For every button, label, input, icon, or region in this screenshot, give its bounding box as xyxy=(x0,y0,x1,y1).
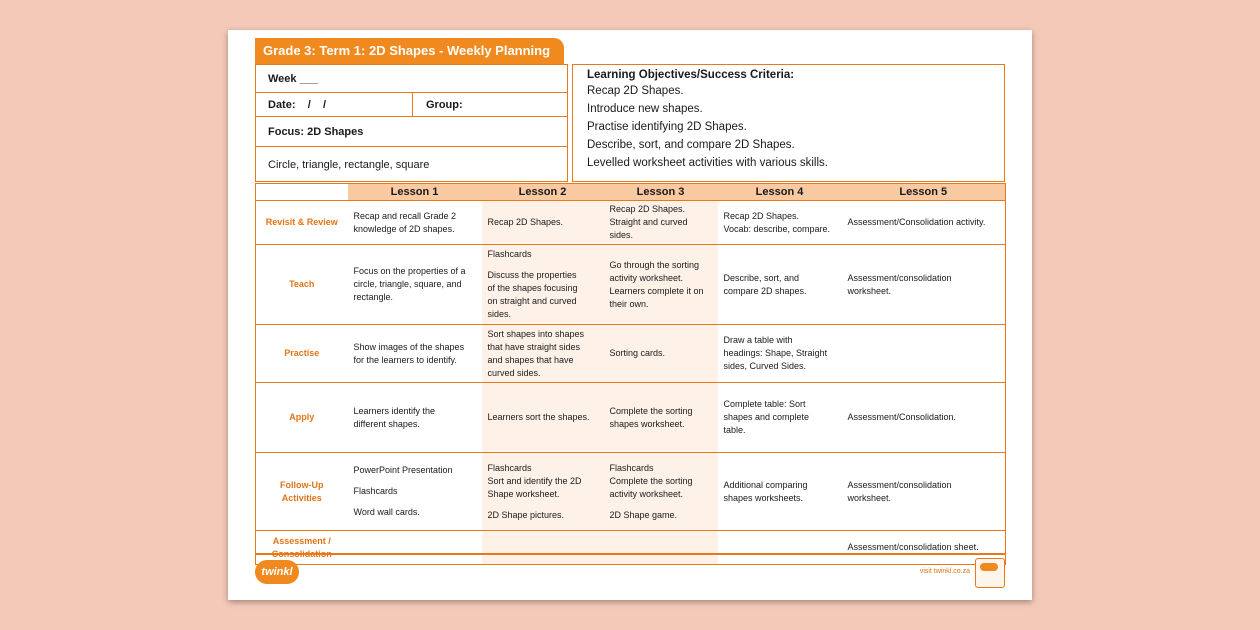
cell-text-line: sides, Curved Sides. xyxy=(723,361,807,371)
cell-text-line: Draw a table with xyxy=(723,335,793,345)
header-info-box xyxy=(255,64,568,182)
cell-text-line: table. xyxy=(723,425,746,435)
cell-text-line: Complete table: Sort xyxy=(723,399,806,409)
cell-text-line: sides. xyxy=(609,230,634,240)
cell-text-line: Describe, sort, and xyxy=(723,272,800,283)
row-label-line: Follow-Up xyxy=(280,479,324,490)
cell-text-line: circle, triangle, square, and xyxy=(353,279,462,289)
cell-text-line: Flashcards xyxy=(487,462,532,473)
cell-text-line: Additional comparing xyxy=(723,479,808,490)
lesson-cell xyxy=(718,201,842,245)
lesson-cell xyxy=(348,383,482,453)
group-label: Group: xyxy=(426,98,463,111)
table-header-row xyxy=(256,184,1006,201)
lesson-cell xyxy=(842,201,1006,245)
cell-text-line: Go through the sorting xyxy=(609,259,700,270)
cell-text-line: Sort shapes into shapes xyxy=(487,328,585,339)
lesson-cell xyxy=(604,201,718,245)
shapes-row xyxy=(256,147,567,183)
cell-text-line: Complete the sorting xyxy=(609,405,693,416)
cell-text-line: Show images of the shapes xyxy=(353,341,465,352)
row-label-line: Consolidation xyxy=(271,548,332,559)
lesson-cell xyxy=(718,453,842,531)
cell-text-line: for the learners to identify. xyxy=(353,354,457,365)
cell-text-line: rectangle. xyxy=(353,292,394,302)
lesson-header: Lesson 3 xyxy=(604,184,718,201)
table-row xyxy=(256,325,1006,383)
cell-text-line: Complete the sorting xyxy=(609,475,693,486)
table-row xyxy=(256,453,1006,531)
table-row xyxy=(256,201,1006,245)
visit-link-text: visit twinkl.co.za xyxy=(919,568,970,575)
planning-sheet xyxy=(228,30,1032,600)
cell-text-line: sides. xyxy=(487,309,512,319)
row-label-line: Revisit & Review xyxy=(265,217,338,227)
cell-text-line: shapes and complete xyxy=(723,412,810,422)
lesson-cell xyxy=(604,245,718,325)
lesson-cell xyxy=(348,325,482,383)
objective-item: Practise identifying 2D Shapes. xyxy=(587,121,747,133)
row-label xyxy=(256,383,348,453)
lesson-cell xyxy=(482,325,604,383)
lesson-cell xyxy=(482,383,604,453)
objectives-box xyxy=(572,64,1005,182)
objective-item: Introduce new shapes. xyxy=(587,103,703,115)
cell-text-line: Discuss the properties xyxy=(487,270,577,280)
lesson-cell xyxy=(718,325,842,383)
lesson-cell xyxy=(842,245,1006,325)
cell-text-line: Flashcards xyxy=(609,462,654,473)
cell-text-line: shapes worksheet. xyxy=(609,418,685,429)
table-corner-cell xyxy=(256,184,348,201)
lesson-cell xyxy=(482,531,604,565)
cell-text-line: Assessment/consolidation xyxy=(847,272,952,283)
focus-row xyxy=(256,117,567,147)
cell-text-line: compare 2D shapes. xyxy=(723,285,807,296)
date-label: Date: / / xyxy=(268,98,327,111)
lesson-plan-table xyxy=(255,183,1006,565)
cell-text-line: and shapes that have xyxy=(487,354,574,365)
cell-text-line: Sorting cards. xyxy=(609,348,666,358)
row-label-line: Teach xyxy=(289,279,315,289)
lesson-header: Lesson 1 xyxy=(348,184,482,201)
objective-item: Describe, sort, and compare 2D Shapes. xyxy=(587,139,795,151)
table-row xyxy=(256,531,1006,565)
lesson-header: Lesson 5 xyxy=(842,184,1006,201)
cell-text-line: Recap 2D Shapes. xyxy=(723,210,800,221)
quality-badge-icon xyxy=(975,558,1005,588)
lesson-cell xyxy=(348,531,482,565)
week-label: Week ___ xyxy=(268,72,318,85)
cell-text-line: activity worksheet. xyxy=(609,488,684,499)
footer-divider xyxy=(255,553,1005,555)
lesson-cell xyxy=(718,531,842,565)
row-label xyxy=(256,453,348,531)
lesson-cell xyxy=(348,453,482,531)
cell-text-line: Word wall cards. xyxy=(353,507,420,517)
cell-text-line: Recap 2D Shapes. xyxy=(487,217,564,227)
lesson-cell xyxy=(604,531,718,565)
cell-text-line: worksheet. xyxy=(847,492,892,503)
lesson-cell xyxy=(604,325,718,383)
cell-text-line: Learners complete it on xyxy=(609,285,704,296)
cell-text-line: Focus on the properties of a xyxy=(353,266,466,276)
cell-text-line: headings: Shape, Straight xyxy=(723,348,828,358)
lesson-cell xyxy=(718,383,842,453)
lesson-cell xyxy=(348,245,482,325)
lesson-cell xyxy=(482,245,604,325)
cell-text-line: Learners identify the xyxy=(353,405,436,416)
cell-text-line: 2D Shape pictures. xyxy=(487,509,565,520)
cell-text-line: shapes worksheets. xyxy=(723,492,804,503)
cell-text-line: Sort and identify the 2D xyxy=(487,475,582,486)
cell-text-line: Assessment/consolidation xyxy=(847,479,952,490)
row-label-line: Apply xyxy=(289,412,315,422)
objective-item: Recap 2D Shapes. xyxy=(587,85,684,97)
cell-text-line: of the shapes focusing xyxy=(487,283,578,293)
row-label xyxy=(256,245,348,325)
cell-gap xyxy=(354,477,476,485)
cell-text-line: that have straight sides xyxy=(487,341,581,352)
row-label-line: Practise xyxy=(284,348,320,358)
cell-text-line: Recap 2D Shapes. xyxy=(609,204,686,214)
cell-text-line: different shapes. xyxy=(353,418,420,429)
week-row xyxy=(256,65,567,93)
lesson-cell xyxy=(482,201,604,245)
page-title: Grade 3: Term 1: 2D Shapes - Weekly Planning xyxy=(255,38,564,64)
twinkl-logo: twinkl xyxy=(255,560,299,584)
row-label xyxy=(256,325,348,383)
cell-text-line: Assessment/consolidation sheet. xyxy=(847,542,979,552)
lesson-header: Lesson 2 xyxy=(482,184,604,201)
cell-gap xyxy=(488,501,598,509)
objective-item: Levelled worksheet activities with various skills. xyxy=(587,157,828,169)
row-label-line: Assessment / xyxy=(272,535,331,546)
cell-text-line: Assessment/Consolidation. xyxy=(847,412,957,422)
cell-text-line: worksheet. xyxy=(847,285,892,296)
cell-text-line: their own. xyxy=(609,298,649,309)
cell-text-line: Straight and curved xyxy=(609,217,688,227)
lesson-cell xyxy=(718,245,842,325)
cell-text-line: knowledge of 2D shapes. xyxy=(353,223,455,234)
lesson-cell xyxy=(604,383,718,453)
objectives-title: Learning Objectives/Success Criteria: xyxy=(587,69,795,81)
cell-gap xyxy=(610,501,712,509)
lesson-cell xyxy=(348,201,482,245)
lesson-cell xyxy=(842,325,1006,383)
table-row xyxy=(256,383,1006,453)
cell-gap xyxy=(488,261,598,269)
cell-text-line: curved sides. xyxy=(487,367,541,378)
cell-text-line: on straight and curved xyxy=(487,296,577,306)
lesson-header: Lesson 4 xyxy=(718,184,842,201)
lesson-cell xyxy=(842,453,1006,531)
lesson-cell xyxy=(604,453,718,531)
lesson-cell xyxy=(842,383,1006,453)
shapes-text: Circle, triangle, rectangle, square xyxy=(268,159,430,171)
cell-text-line: activity worksheet. xyxy=(609,272,684,283)
lesson-cell xyxy=(482,453,604,531)
table-row xyxy=(256,245,1006,325)
cell-text-line: PowerPoint Presentation xyxy=(353,465,453,475)
focus-label: Focus: 2D Shapes xyxy=(268,125,364,138)
cell-text-line: Flashcards xyxy=(487,249,532,259)
row-label-line: Activities xyxy=(281,492,322,503)
cell-text-line: Recap and recall Grade 2 xyxy=(353,210,457,221)
date-group-divider xyxy=(412,93,413,116)
cell-text-line: Learners sort the shapes. xyxy=(487,412,590,422)
cell-text-line: Assessment/Consolidation activity. xyxy=(847,217,986,227)
cell-text-line: Flashcards xyxy=(353,486,398,496)
date-group-row xyxy=(256,93,567,117)
cell-text-line: Vocab: describe, compare. xyxy=(723,223,831,234)
cell-gap xyxy=(354,498,476,506)
cell-text-line: 2D Shape game. xyxy=(609,509,678,520)
cell-text-line: Shape worksheet. xyxy=(487,488,560,499)
row-label xyxy=(256,201,348,245)
